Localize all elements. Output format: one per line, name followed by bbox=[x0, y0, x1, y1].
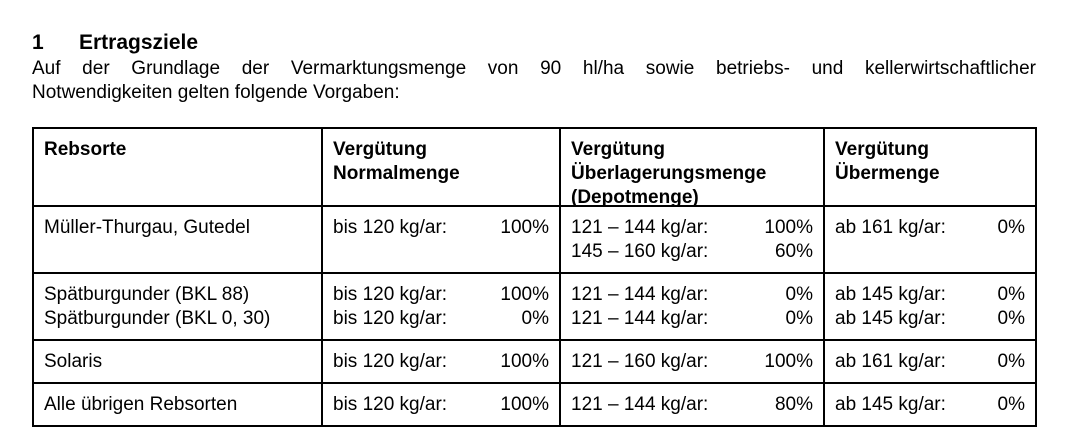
header-depot: Vergütung Überlagerungsmenge (Depotmenge) bbox=[560, 128, 824, 206]
payment-percent: 100% bbox=[500, 284, 549, 305]
rate-entry bbox=[571, 283, 813, 307]
yield-range: ab 145 kg/ar: bbox=[835, 284, 946, 305]
table-row bbox=[33, 273, 1036, 340]
payment-percent: 100% bbox=[764, 351, 813, 372]
variety-cell bbox=[33, 340, 322, 383]
table-row bbox=[33, 340, 1036, 383]
variety-name: Solaris bbox=[44, 351, 103, 372]
rate-entry bbox=[571, 240, 813, 264]
payment-percent: 0% bbox=[997, 394, 1025, 415]
over-cell bbox=[824, 206, 1036, 273]
table-header-row bbox=[33, 128, 1036, 206]
yield-range: ab 161 kg/ar: bbox=[835, 217, 946, 238]
depot-cell bbox=[560, 340, 824, 383]
yield-range: bis 120 kg/ar: bbox=[333, 394, 448, 415]
over-cell bbox=[824, 273, 1036, 340]
rate-entry bbox=[333, 307, 549, 331]
payment-percent: 0% bbox=[997, 217, 1025, 238]
yield-range: 145 – 160 kg/ar: bbox=[571, 241, 709, 262]
yield-range: bis 120 kg/ar: bbox=[333, 351, 448, 372]
payment-percent: 100% bbox=[500, 394, 549, 415]
over-cell bbox=[824, 340, 1036, 383]
payment-percent: 100% bbox=[500, 217, 549, 238]
rate-entry bbox=[571, 350, 813, 374]
rate-entry bbox=[835, 393, 1025, 417]
variety-cell bbox=[33, 383, 322, 426]
variety-name: Alle übrigen Rebsorten bbox=[44, 394, 238, 415]
yield-range: bis 120 kg/ar: bbox=[333, 308, 448, 329]
yield-range: 121 – 144 kg/ar: bbox=[571, 284, 709, 305]
section-title: Ertragsziele bbox=[79, 31, 199, 54]
rate-entry bbox=[333, 283, 549, 307]
section-number: 1 bbox=[32, 31, 44, 54]
table-row bbox=[33, 383, 1036, 426]
yield-range: bis 120 kg/ar: bbox=[333, 284, 448, 305]
yield-range: bis 120 kg/ar: bbox=[333, 217, 448, 238]
normal-cell bbox=[322, 206, 560, 273]
table-body bbox=[33, 206, 1036, 426]
rate-entry bbox=[835, 283, 1025, 307]
header-variety: Rebsorte bbox=[33, 128, 322, 206]
variety-name: Müller-Thurgau, Gutedel bbox=[44, 217, 250, 238]
payment-percent: 0% bbox=[521, 308, 549, 329]
payment-percent: 100% bbox=[764, 217, 813, 238]
yield-range: 121 – 144 kg/ar: bbox=[571, 394, 709, 415]
rate-entry bbox=[571, 393, 813, 417]
yield-range: ab 145 kg/ar: bbox=[835, 308, 946, 329]
variety-cell bbox=[33, 273, 322, 340]
rate-entry bbox=[835, 307, 1025, 331]
yield-range: 121 – 144 kg/ar: bbox=[571, 217, 709, 238]
payment-percent: 80% bbox=[774, 394, 813, 415]
yield-range: 121 – 144 kg/ar: bbox=[571, 308, 709, 329]
header-normal: Vergütung Normalmenge bbox=[322, 128, 560, 206]
normal-cell bbox=[322, 340, 560, 383]
depot-cell bbox=[560, 383, 824, 426]
depot-cell bbox=[560, 273, 824, 340]
payment-percent: 0% bbox=[997, 308, 1025, 329]
section-heading bbox=[32, 30, 198, 56]
rate-entry bbox=[571, 307, 813, 331]
yield-range: ab 145 kg/ar: bbox=[835, 394, 946, 415]
depot-cell bbox=[560, 206, 824, 273]
table-row bbox=[33, 206, 1036, 273]
normal-cell bbox=[322, 383, 560, 426]
payment-percent: 60% bbox=[774, 241, 813, 262]
rate-entry bbox=[571, 216, 813, 240]
variety-name: Spätburgunder (BKL 88) bbox=[44, 284, 250, 305]
yield-table bbox=[32, 127, 1037, 427]
rate-entry bbox=[333, 216, 549, 240]
over-cell bbox=[824, 383, 1036, 426]
payment-percent: 0% bbox=[997, 284, 1025, 305]
rate-entry bbox=[835, 216, 1025, 240]
intro-line-2: Notwendigkeiten gelten folgende Vorgaben: bbox=[32, 82, 400, 103]
rate-entry bbox=[333, 350, 549, 374]
payment-percent: 0% bbox=[785, 308, 813, 329]
rate-entry bbox=[835, 350, 1025, 374]
payment-percent: 100% bbox=[500, 351, 549, 372]
header-over: Vergütung Übermenge bbox=[824, 128, 1036, 206]
variety-cell bbox=[33, 206, 322, 273]
variety-name: Spätburgunder (BKL 0, 30) bbox=[44, 308, 271, 329]
normal-cell bbox=[322, 273, 560, 340]
intro-line-1: Auf der Grundlage der Vermarktungsmenge von 90 hl/ha sowie betriebs- und kellerwirtschaftlicher bbox=[32, 58, 1036, 79]
yield-range: ab 161 kg/ar: bbox=[835, 351, 946, 372]
yield-range: 121 – 160 kg/ar: bbox=[571, 351, 709, 372]
rate-entry bbox=[333, 393, 549, 417]
payment-percent: 0% bbox=[785, 284, 813, 305]
intro-paragraph bbox=[32, 57, 1036, 105]
payment-percent: 0% bbox=[997, 351, 1025, 372]
